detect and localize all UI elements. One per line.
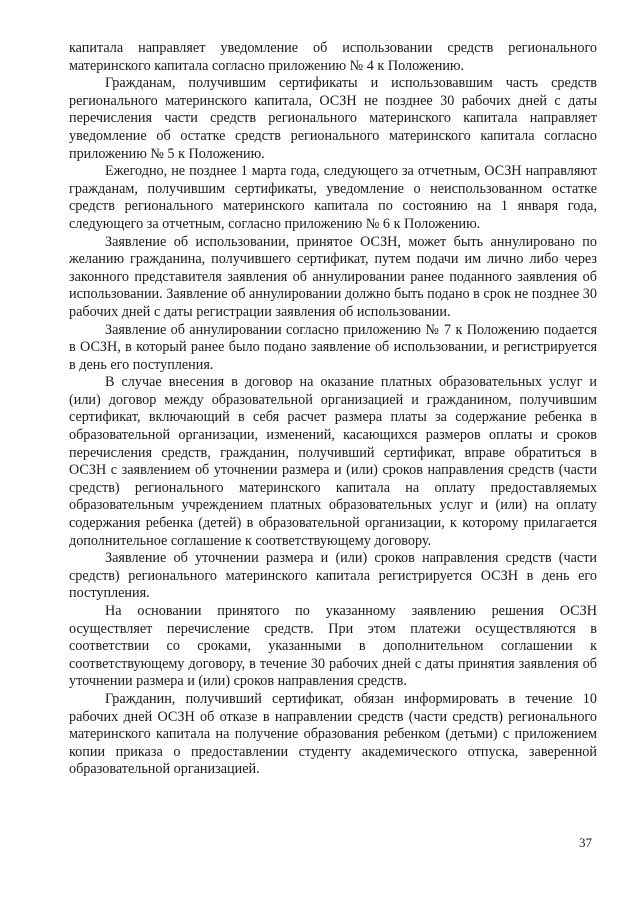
paragraph-3: Ежегодно, не позднее 1 марта года, следующего за отчетным, ОСЗН направляют гражданам, получившим сертификаты, уведомление о неиспользованном остатке средств регионального материнского капитала по состоянию на 1 января года, следующего за отчетным, согласно приложению № 6 к Положению. <box>69 163 597 232</box>
document-body <box>69 40 597 779</box>
paragraph-2: Гражданам, получившим сертификаты и использовавшим часть средств регионального материнского капитала, ОСЗН не позднее 30 рабочих дней с даты перечисления части средств регионального материнского капитала направляет уведомление об остатке средств регионального материнского капитала согласно приложению № 5 к Положению. <box>69 75 597 162</box>
paragraph-7: Заявление об уточнении размера и (или) сроков направления средств (части средств) регионального материнского капитала регистрируется ОСЗН в день его поступления. <box>69 550 597 602</box>
paragraph-8: На основании принятого по указанному заявлению решения ОСЗН осуществляет перечисление средств. При этом платежи осуществляются в соответствии со сроками, указанными в дополнительном соглашении к соответствующему договору, в течение 30 рабочих дней с даты принятия заявления об уточнении размера и (или) сроков направления средств. <box>69 603 597 690</box>
paragraph-9: Гражданин, получивший сертификат, обязан информировать в течение 10 рабочих дней ОСЗН об отказе в направлении средств (части средств) регионального материнского капитала на получение образования ребенком (детьми) с приложением копии приказа о предоставлении студенту академического отпуска, заверенной образовательной организацией. <box>69 690 597 778</box>
page-number: 37 <box>579 835 592 850</box>
paragraph-1: капитала направляет уведомление об использовании средств регионального материнского капитала согласно приложению № 4 к Положению. <box>69 40 597 74</box>
paragraph-4: Заявление об использовании, принятое ОСЗН, может быть аннулировано по желанию гражданина, получившего сертификат, путем подачи им лично либо через законного представителя заявления об аннулировании ранее поданного заявления об использовании. Заявление об аннулировании должно быть подано в срок не позднее 30 рабочих дней с даты регистрации заявления об использовании. <box>69 233 597 320</box>
paragraph-5: Заявление об аннулировании согласно приложению № 7 к Положению подается в ОСЗН, в который ранее было подано заявление об использовании, и регистрируется в день его поступления. <box>69 321 597 373</box>
paragraph-6: В случае внесения в договор на оказание платных образовательных услуг и (или) договор между образовательной организацией и гражданином, получившим сертификат, включающий в себя расчет размера платы за содержание ребенка в образовательной организации, изменений, касающихся размеров оплаты и сроков перечисления средств, гражданин, получивший сертификат, вправе обратиться в ОСЗН с заявлением об уточнении размера и (или) сроков направления средств (части средств) регионального материнского капитала на оплату предоставляемых образовательным учреждением платных образовательных услуг и (или) на оплату содержания ребенка (детей) в образовательной организации, к которому прилагается дополнительное соглашение к соответствующему договору. <box>69 374 597 549</box>
